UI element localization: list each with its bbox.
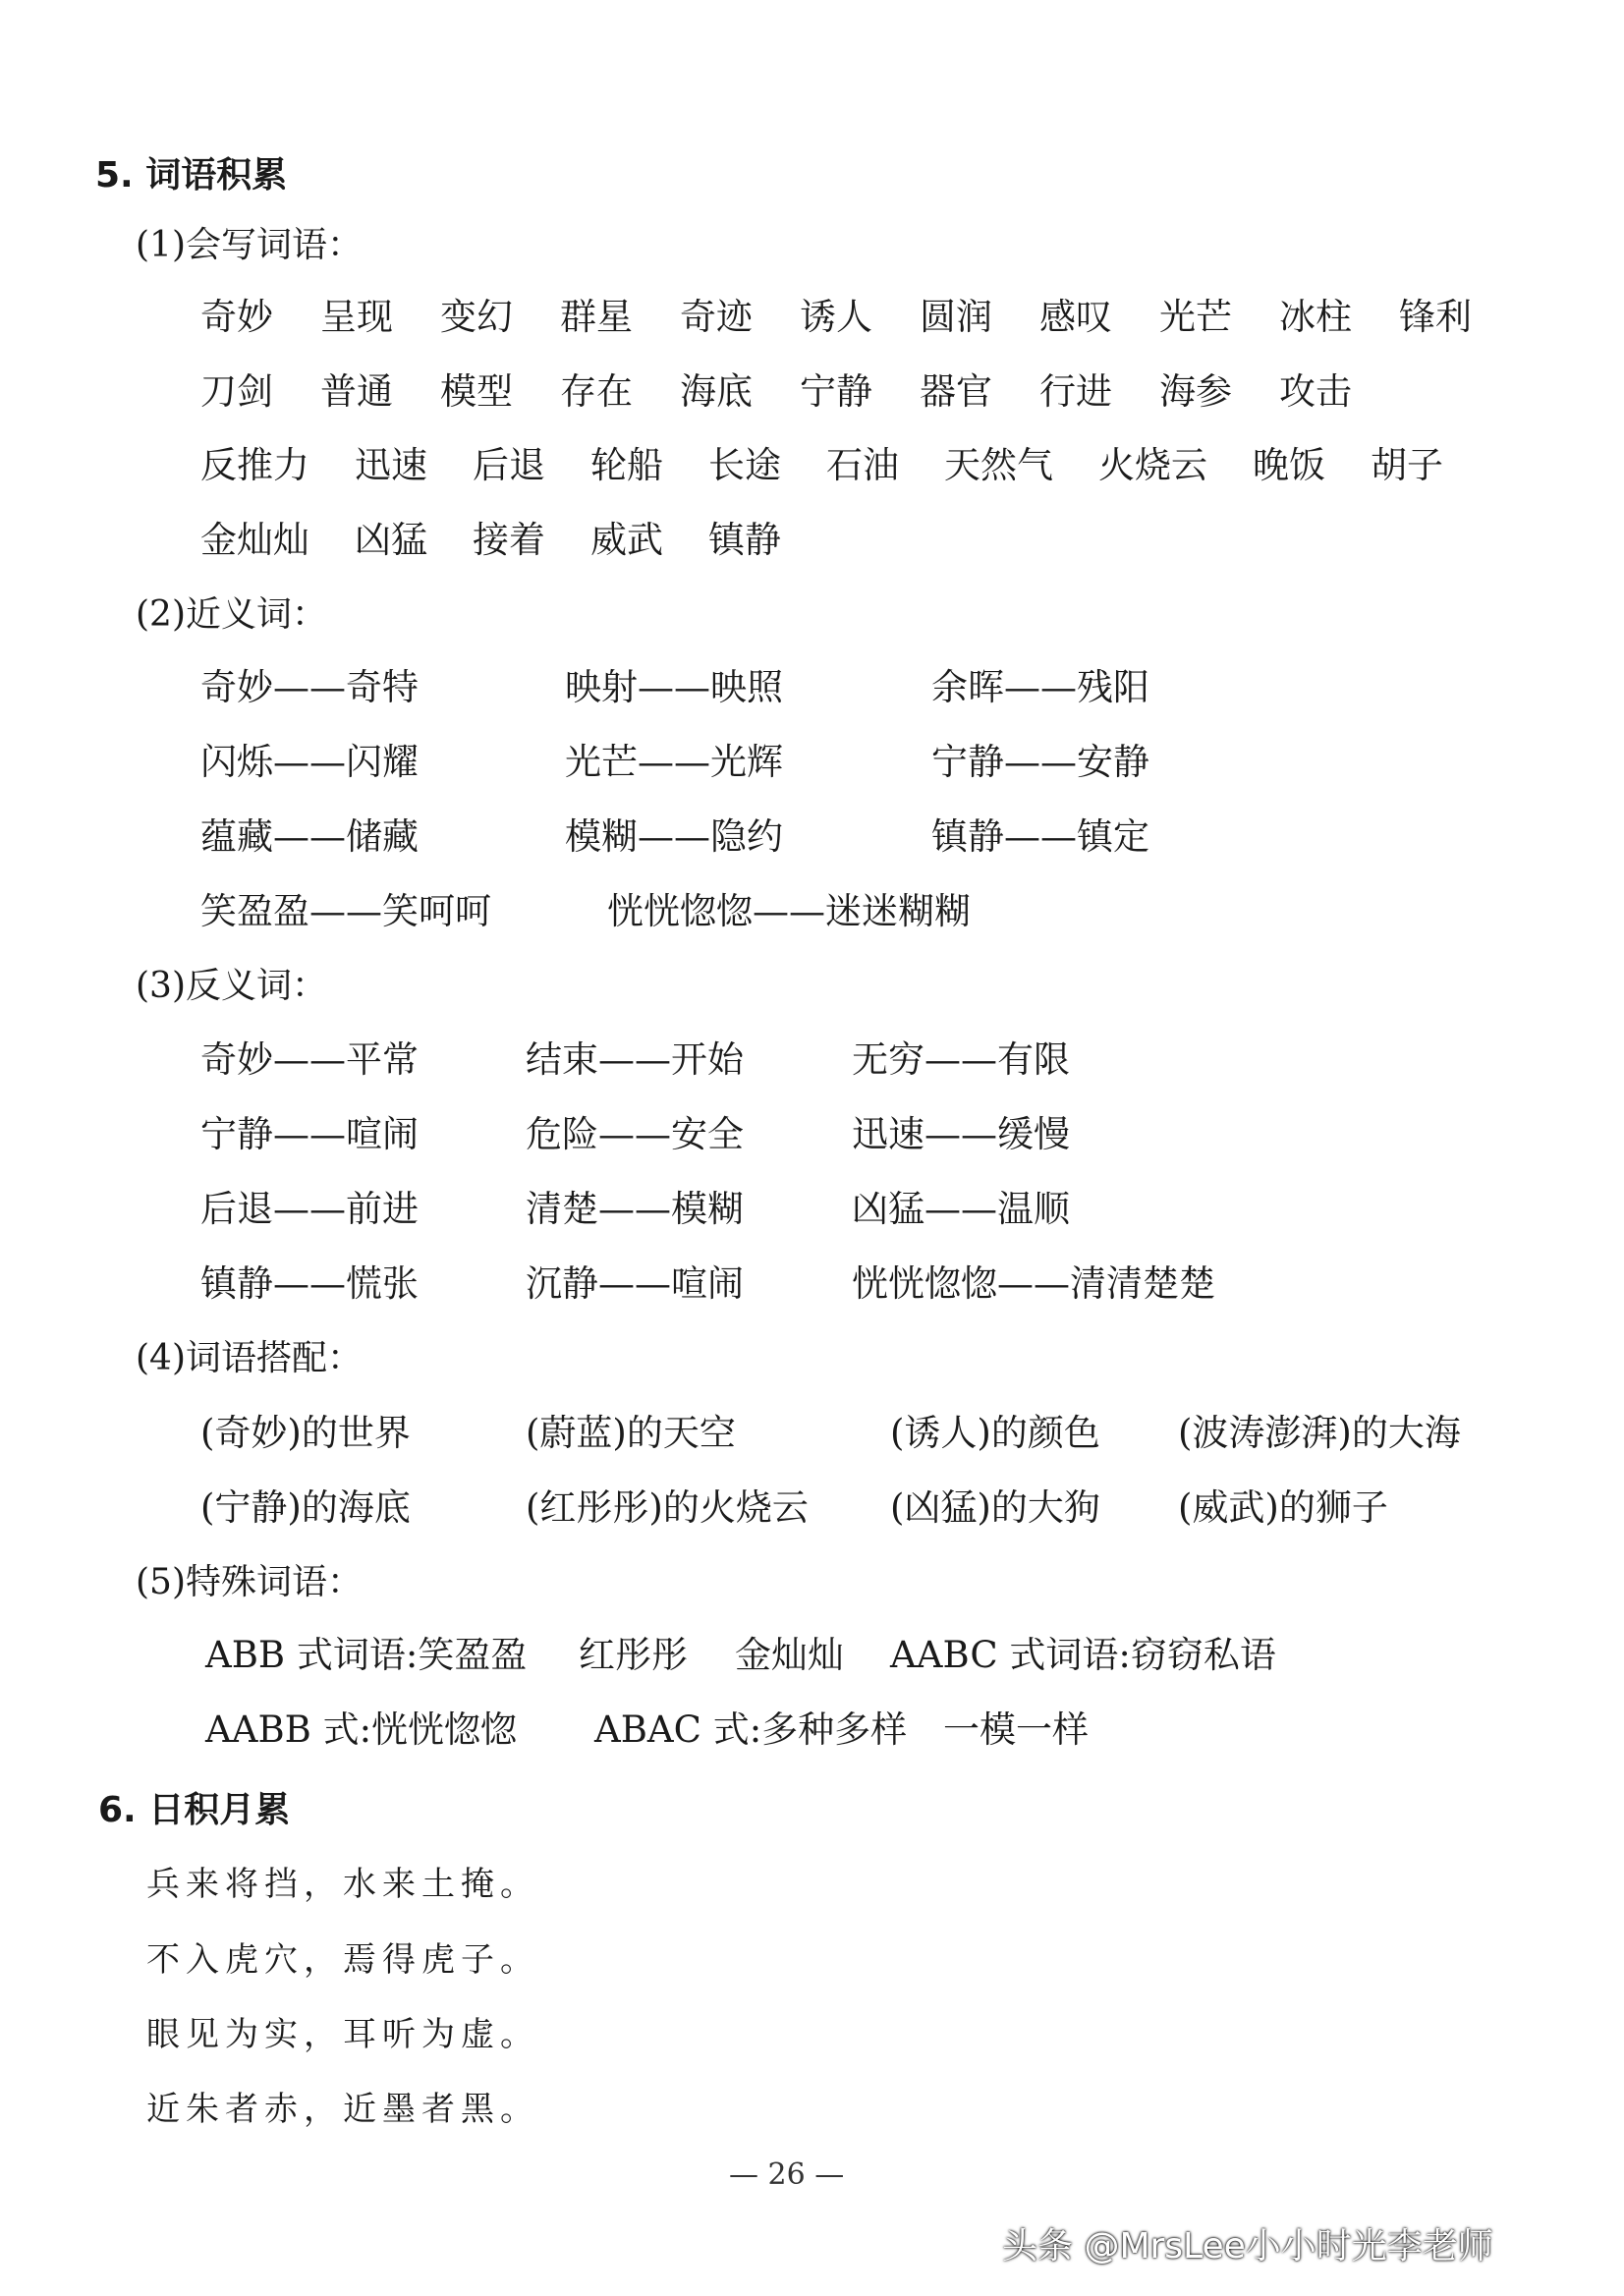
- collocation: (奇妙)的世界: [200, 1412, 411, 1454]
- section-5-title: 5. 词语积累: [95, 155, 288, 196]
- antonym-pair: 后退——前进: [200, 1188, 419, 1230]
- antonym-pair: 宁静——喧闹: [200, 1113, 419, 1155]
- word: 冰柱: [1279, 296, 1352, 338]
- word: 刀剑: [200, 370, 273, 413]
- special-word: 红彤彤: [579, 1634, 688, 1676]
- word: 器官: [920, 370, 992, 413]
- collocation: (红彤彤)的火烧云: [526, 1486, 809, 1529]
- part4-label: (4)词语搭配：: [136, 1338, 363, 1378]
- word: 普通: [320, 370, 393, 413]
- word: 宁静: [800, 370, 872, 413]
- special-word: 金灿灿: [735, 1634, 844, 1676]
- word: 晚饭: [1253, 444, 1325, 486]
- word: 锋利: [1399, 296, 1472, 338]
- part1-label: (1)会写词语：: [136, 225, 363, 265]
- section-6-title: 6. 日积月累: [98, 1790, 291, 1830]
- word: 光芒: [1159, 296, 1232, 338]
- word-row: [200, 444, 1443, 487]
- antonym-pair: 沉静——喧闹: [526, 1262, 744, 1305]
- antonym-pair: 迅速——缓慢: [852, 1113, 1070, 1155]
- antonym-pair: 奇妙——平常: [200, 1038, 419, 1081]
- word: 群星: [560, 296, 633, 338]
- synonym-pair: 恍恍惚惚——迷迷糊糊: [607, 890, 971, 932]
- special-word: ABB 式词语:笑盈盈: [205, 1634, 528, 1676]
- antonym-pair: 恍恍惚惚——清清楚楚: [852, 1262, 1215, 1305]
- word: 石油: [826, 444, 899, 486]
- word: 奇迹: [680, 296, 753, 338]
- word: 火烧云: [1098, 444, 1207, 486]
- word: 反推力: [200, 444, 309, 486]
- collocation: (威武)的狮子: [1178, 1486, 1388, 1529]
- synonym-pair: 宁静——安静: [931, 741, 1149, 783]
- word-row: [200, 519, 781, 562]
- collocation: (诱人)的颜色: [890, 1412, 1100, 1454]
- synonym-pair: 余晖——残阳: [931, 666, 1149, 708]
- word: 海底: [680, 370, 753, 413]
- antonym-pair: 凶猛——温顺: [852, 1188, 1070, 1230]
- word: 镇静: [708, 519, 781, 561]
- collocation: (宁静)的海底: [200, 1486, 411, 1529]
- synonym-pair: 镇静——镇定: [931, 815, 1149, 858]
- part2-label: (2)近义词：: [136, 594, 327, 635]
- collocation: (凶猛)的大狗: [890, 1486, 1100, 1529]
- word: 呈现: [320, 296, 393, 338]
- word: 金灿灿: [200, 519, 309, 561]
- synonym-pair: 光芒——光辉: [565, 741, 783, 783]
- special-word: ABAC 式:多种多样: [594, 1708, 908, 1751]
- part3-label: (3)反义词：: [136, 966, 327, 1006]
- synonym-pair: 蕴藏——储藏: [200, 815, 419, 858]
- word: 攻击: [1279, 370, 1352, 413]
- word-row: [200, 296, 1472, 339]
- synonym-pair: 映射——映照: [565, 666, 783, 708]
- watermark: 头条 @MrsLee小小时光李老师: [1002, 2226, 1493, 2267]
- antonym-pair: 结束——开始: [526, 1038, 744, 1081]
- special-word: 一模一样: [943, 1708, 1089, 1751]
- antonym-pair: 清楚——模糊: [526, 1188, 744, 1230]
- word: 轮船: [590, 444, 663, 486]
- antonym-pair: 无穷——有限: [852, 1038, 1070, 1081]
- word: 威武: [590, 519, 663, 561]
- word-row: [200, 370, 1352, 414]
- special-word: AABC 式词语:窃窃私语: [890, 1634, 1276, 1676]
- collocation: (波涛澎湃)的大海: [1178, 1412, 1461, 1454]
- word: 行进: [1039, 370, 1112, 413]
- word: 后退: [473, 444, 545, 486]
- synonym-pair: 闪烁——闪耀: [200, 741, 419, 783]
- word: 海参: [1159, 370, 1232, 413]
- page-number: — 26 —: [729, 2157, 845, 2192]
- word: 凶猛: [355, 519, 427, 561]
- word: 天然气: [944, 444, 1053, 486]
- collocation: (蔚蓝)的天空: [526, 1412, 736, 1454]
- word: 迅速: [355, 444, 427, 486]
- idiom-line: 近朱者赤，近墨者黑。: [146, 2090, 539, 2129]
- word: 变幻: [440, 296, 513, 338]
- idiom-line: 眼见为实，耳听为虚。: [146, 2015, 539, 2054]
- word: 圆润: [920, 296, 992, 338]
- word: 胡子: [1371, 444, 1443, 486]
- antonym-pair: 镇静——慌张: [200, 1262, 419, 1305]
- word: 接着: [473, 519, 545, 561]
- word: 存在: [560, 370, 633, 413]
- special-word: AABB 式:恍恍惚惚: [205, 1708, 518, 1751]
- word: 诱人: [800, 296, 872, 338]
- antonym-pair: 危险——安全: [526, 1113, 744, 1155]
- part5-label: (5)特殊词语：: [136, 1562, 363, 1602]
- idiom-line: 兵来将挡，水来土掩。: [146, 1865, 539, 1904]
- idiom-line: 不入虎穴，焉得虎子。: [146, 1940, 539, 1980]
- word: 感叹: [1039, 296, 1112, 338]
- synonym-pair: 奇妙——奇特: [200, 666, 419, 708]
- synonym-pair: 笑盈盈——笑呵呵: [200, 890, 491, 932]
- word: 长途: [708, 444, 781, 486]
- word: 模型: [440, 370, 513, 413]
- synonym-pair: 模糊——隐约: [565, 815, 783, 858]
- word: 奇妙: [200, 296, 273, 338]
